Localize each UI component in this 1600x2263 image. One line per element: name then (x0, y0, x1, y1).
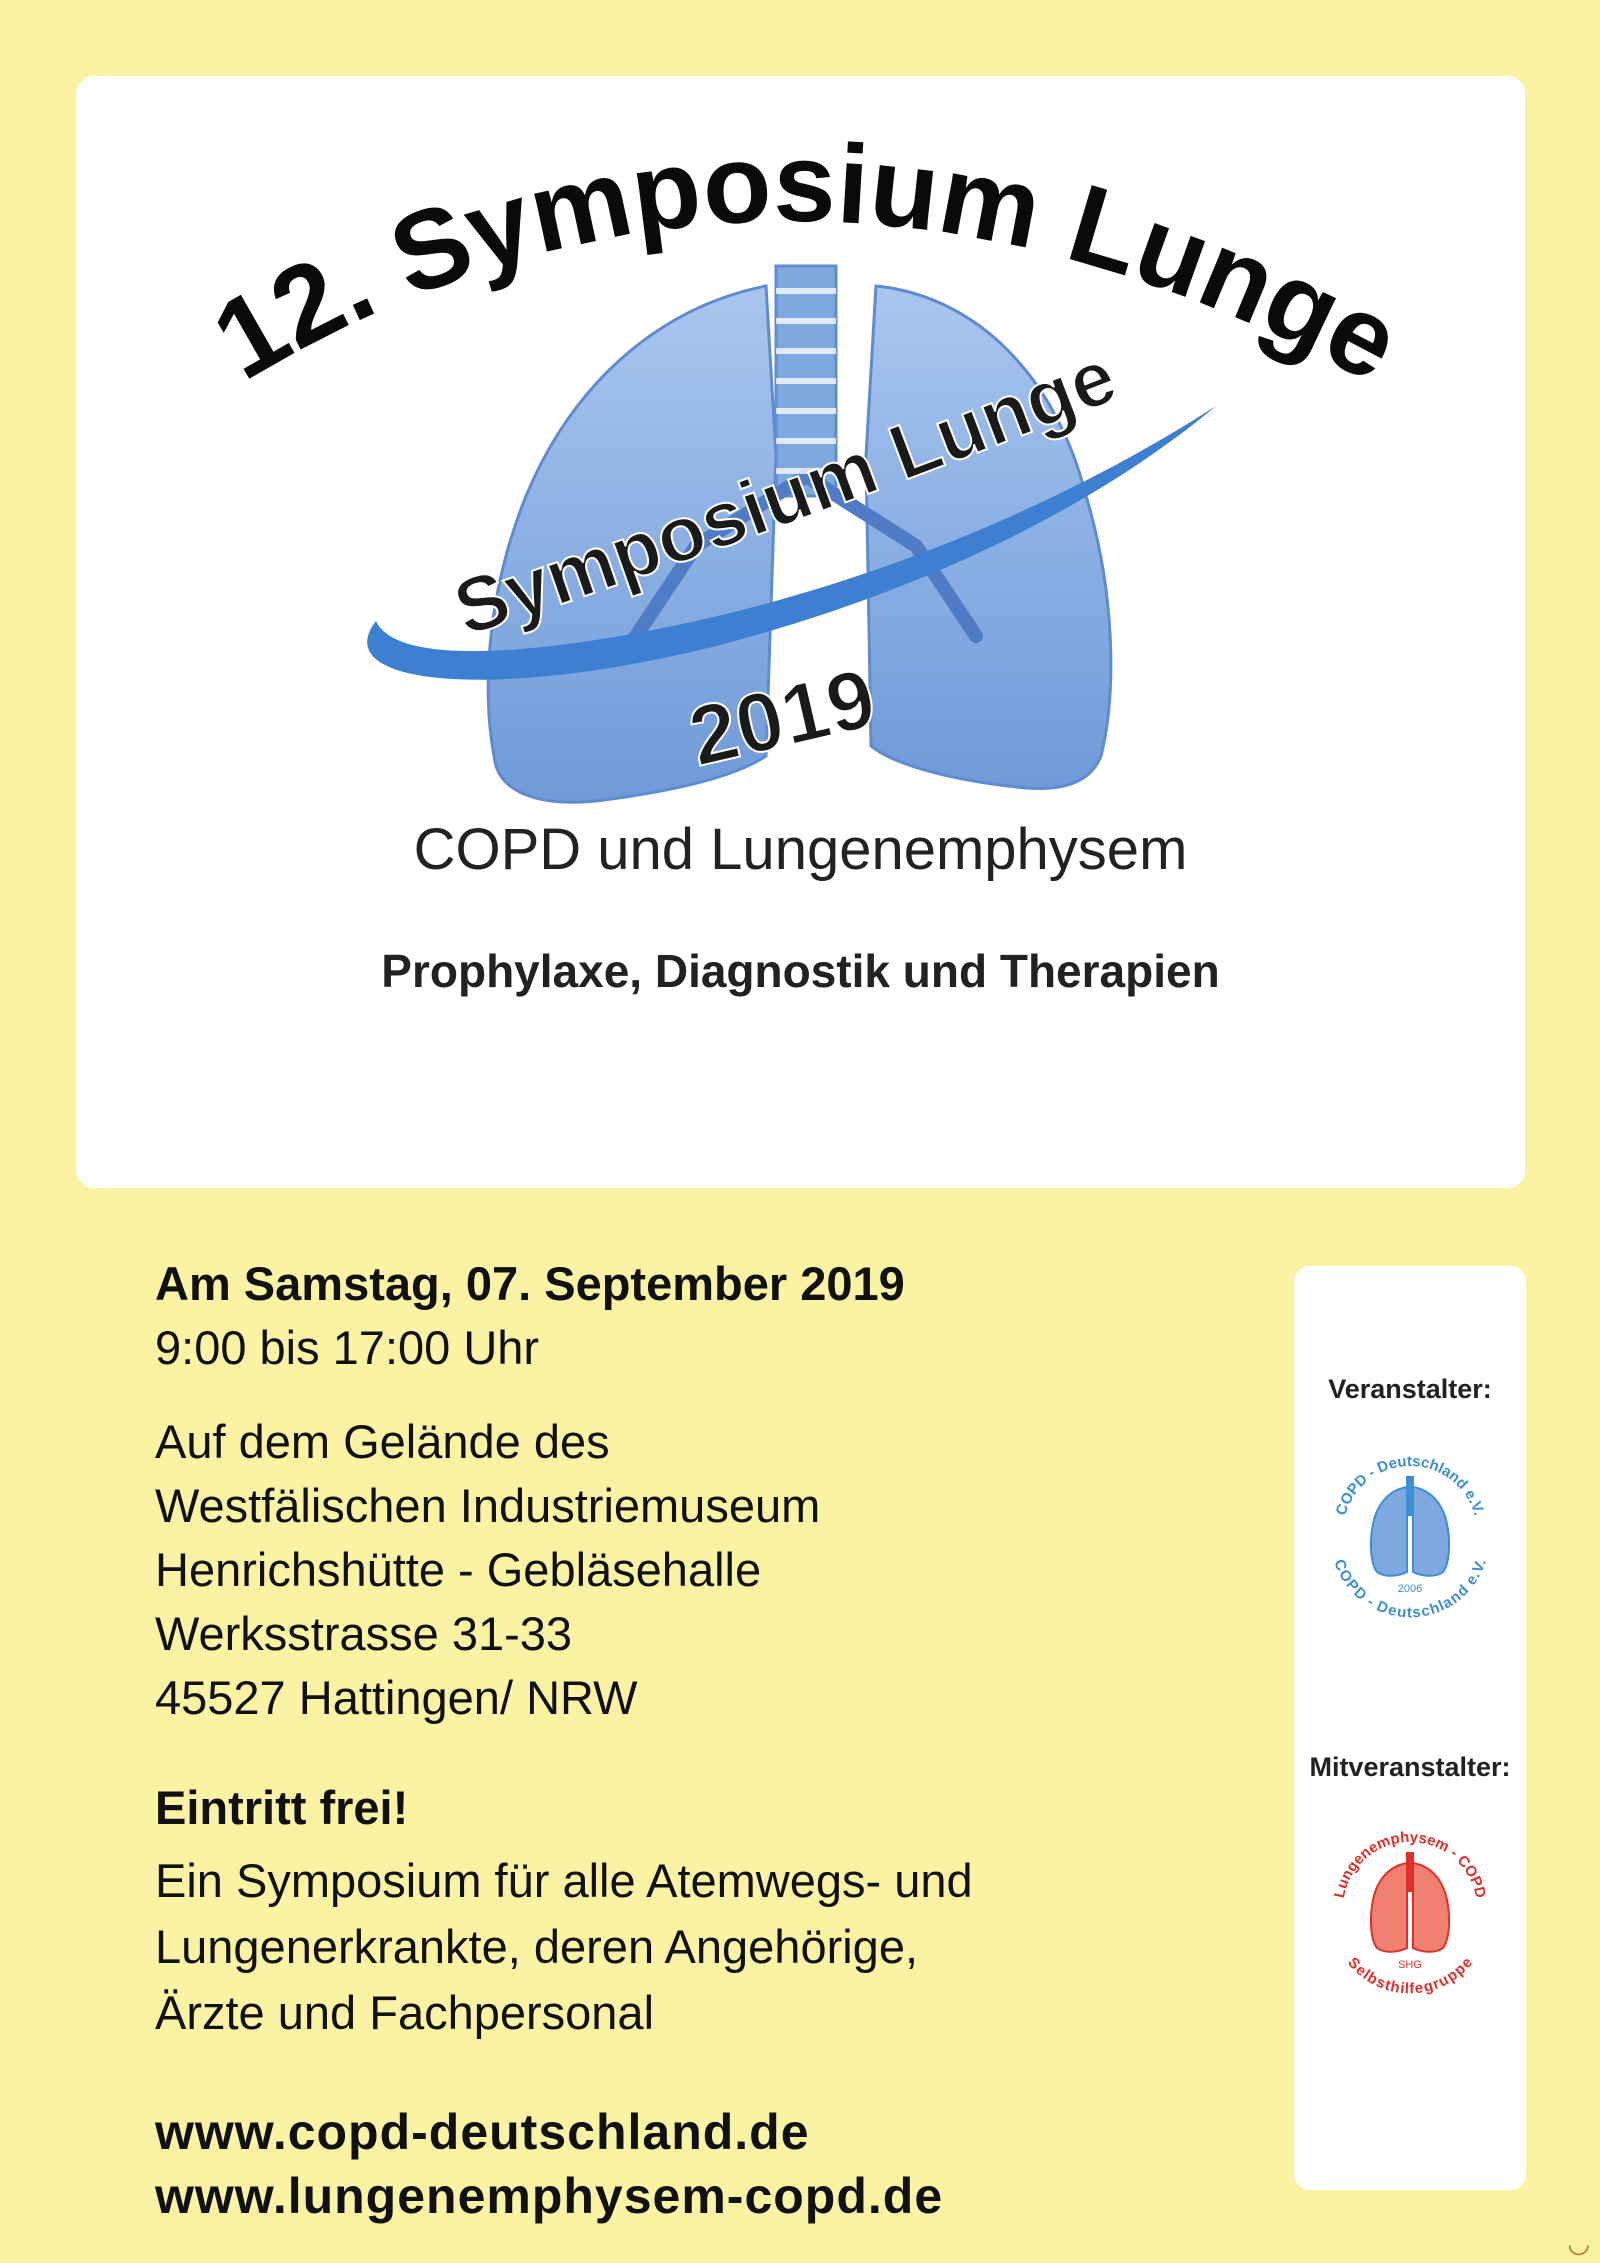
svg-text:COPD - Deutschland e.V.: COPD - Deutschland e.V. (1332, 1452, 1488, 1518)
svg-text:COPD - Deutschland e.V.: COPD - Deutschland e.V. (1330, 1556, 1490, 1622)
arc-title: 12. Symposium Lunge (193, 119, 1420, 406)
audience-line: Ärzte und Fachpersonal (155, 1986, 655, 2039)
link-copd-deutschland[interactable]: www.copd-deutschland.de (155, 2104, 810, 2160)
event-time: 9:00 bis 17:00 Uhr (155, 1321, 540, 1374)
audience-text (155, 1848, 1235, 2046)
event-info (155, 1252, 1235, 2046)
co-organizer-label: Mitveranstalter: (1309, 1752, 1511, 1782)
venue-line: Henrichshütte - Gebläsehalle (155, 1543, 762, 1596)
venue-address (155, 1410, 1235, 1730)
svg-text:SHG: SHG (1398, 1959, 1422, 1971)
svg-text:Selbsthilfegruppe: Selbsthilfegruppe (1344, 1954, 1476, 1998)
admission-note: Eintritt frei! (155, 1781, 409, 1834)
website-links (155, 2100, 943, 2228)
organizer-label: Veranstalter: (1328, 1374, 1492, 1404)
svg-text:Lungenemphysem - COPD: Lungenemphysem - COPD (1330, 1828, 1490, 1900)
logo-year: 2019 (680, 650, 884, 784)
venue-line: Auf dem Gelände des (155, 1415, 610, 1468)
link-lungenemphysem-copd[interactable]: www.lungenemphysem-copd.de (155, 2168, 944, 2224)
audience-line: Ein Symposium für alle Atemwegs- und (155, 1854, 973, 1907)
event-date: Am Samstag, 07. September 2019 (155, 1257, 905, 1310)
audience-line: Lungenerkrankte, deren Angehörige, (155, 1920, 919, 1973)
tagline: Prophylaxe, Diagnostik und Therapien (381, 945, 1220, 997)
symposium-logo (76, 76, 1525, 836)
corner-mark-icon: ◡ (1567, 2228, 1590, 2258)
svg-text:2006: 2006 (1397, 1583, 1423, 1595)
logo-title: Symposium Lunge (443, 331, 1128, 653)
lungenemphysem-copd-seal (1319, 1818, 1501, 2000)
venue-line: Westfälischen Industriemuseum (155, 1479, 821, 1532)
copd-deutschland-seal (1319, 1442, 1501, 1624)
organizers-card (1294, 1266, 1526, 2190)
subtitle: COPD und Lungenemphysem (413, 817, 1188, 882)
venue-line: Werksstrasse 31-33 (155, 1607, 573, 1660)
venue-line: 45527 Hattingen/ NRW (155, 1671, 638, 1724)
title-card (76, 76, 1525, 1188)
